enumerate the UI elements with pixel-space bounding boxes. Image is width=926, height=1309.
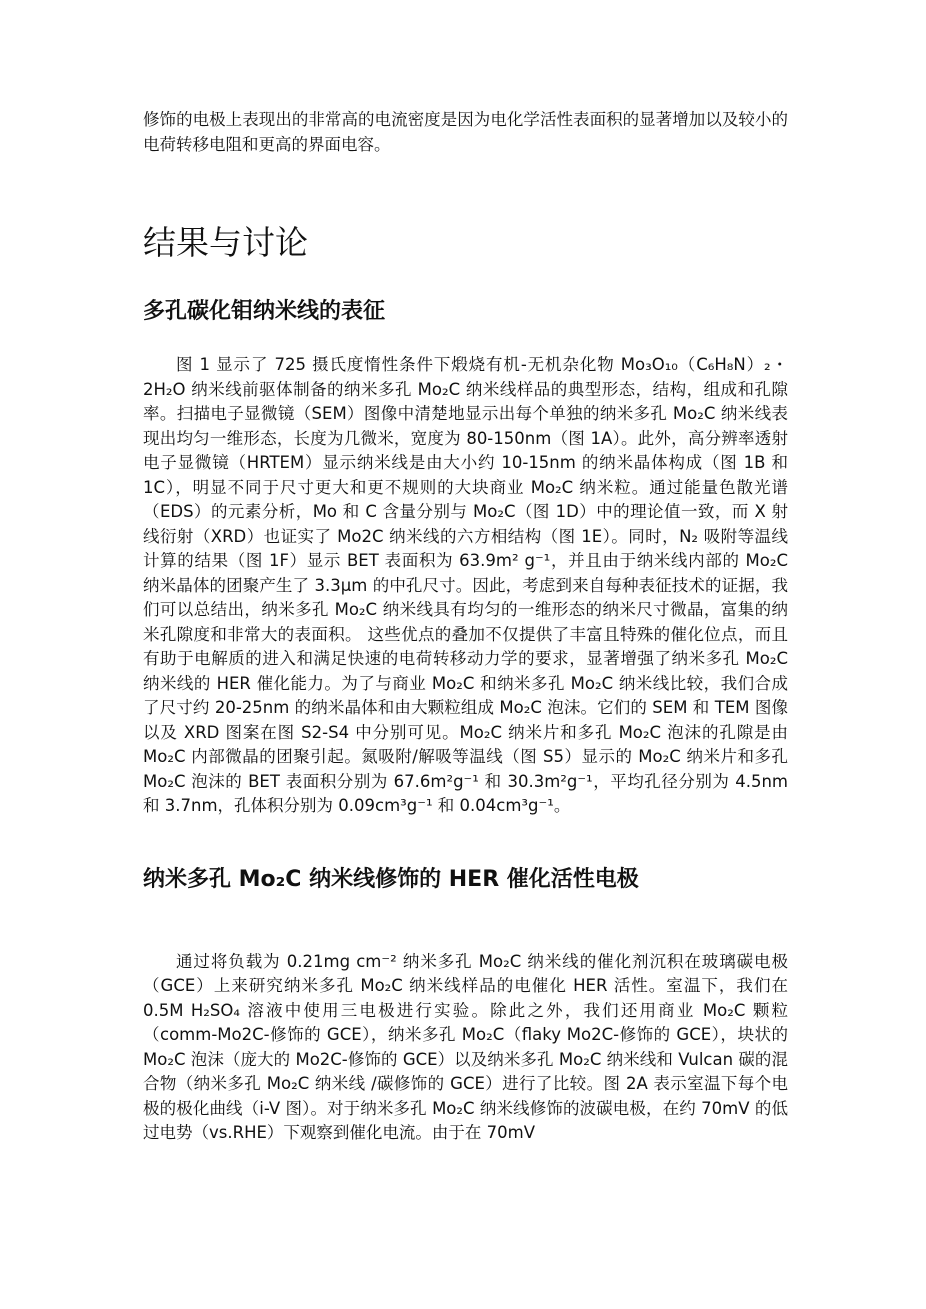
section-title: 结果与讨论 xyxy=(143,223,308,262)
her-activity-paragraph: 通过将负载为 0.21mg cm⁻² 纳米多孔 Mo₂C 纳米线的催化剂沉积在玻璃碳电极（GCE）上来研究纳米多孔 Mo₂C 纳米线样品的电催化 HER 活性。室温下，我们在 0.5M H₂SO₄ 溶液中使用三电极进行实验。除此之外，我们还用商业 Mo₂C 颗粒（comm-Mo2C-修饰的 GCE），纳米多孔 Mo₂C（flaky Mo2C-修饰的 GCE），块状的 Mo₂C 泡沫（庞大的 Mo2C-修饰的 GCE）以及纳米多孔 Mo₂C 纳米线和 Vulcan 碳的混合物（纳米多孔 Mo₂C 纳米线 /碳修饰的 GCE）进行了比较。图 2A 表示室温下每个电极的极化曲线（i-V 图）。对于纳米多孔 Mo₂C 纳米线修饰的波碳电极，在约 70mV 的低过电势（vs.RHE）下观察到催化电流。由于在 70mV xyxy=(143,951,788,1142)
subsection-title-characterization: 多孔碳化钼纳米线的表征 xyxy=(143,299,386,324)
intro-paragraph: 修饰的电极上表现出的非常高的电流密度是因为电化学活性表面积的显著增加以及较小的电荷转移电阻和更高的界面电容。 xyxy=(143,110,788,154)
characterization-paragraph: 图 1 显示了 725 摄氏度惰性条件下煅烧有机-无机杂化物 Mo₃O₁₀（C₆H₈N）₂・2H₂O 纳米线前驱体制备的纳米多孔 Mo₂C 纳米线样品的典型形态，结构，组成和孔隙率。扫描电子显微镜（SEM）图像中清楚地显示出每个单独的纳米多孔 Mo₂C 纳米线表现出均匀一维形态，长度为几微米，宽度为 80-150nm（图 1A）。此外，高分辨率透射电子显微镜（HRTEM）显示纳米线是由大小约 10-15nm 的纳米晶体构成（图 1B 和 1C），明显不同于尺寸更大和更不规则的大块商业 Mo₂C 纳米粒。通过能量色散光谱（EDS）的元素分析，Mo 和 C 含量分别与 Mo₂C（图 1D）中的理论值一致，而 X 射线衍射（XRD）也证实了 Mo2C 纳米线的六方相结构（图 1E）。同时，N₂ 吸附等温线计算的结果（图 1F）显示 BET 表面积为 63.9m² g⁻¹，并且由于纳米线内部的 Mo₂C 纳米晶体的团聚产生了 3.3μm 的中孔尺寸。因此，考虑到来自每种表征技术的证据，我们可以总结出，纳米多孔 Mo₂C 纳米线具有均匀的一维形态的纳米尺寸微晶，富集的纳米孔隙度和非常大的表面积。 这些优点的叠加不仅提供了丰富且特殊的催化位点，而且有助于电解质的进入和满足快速的电荷转移动力学的要求，显著增强了纳米多孔 Mo₂C 纳米线的 HER 催化能力。为了与商业 Mo₂C 和纳米多孔 Mo₂C 纳米线比较，我们合成了尺寸约 20-25nm 的纳米晶体和由大颗粒组成 Mo₂C 泡沫。它们的 SEM 和 TEM 图像以及 XRD 图案在图 S2-S4 中分别可见。Mo₂C 纳米片和多孔 Mo₂C 泡沫的孔隙是由 Mo₂C 内部微晶的团聚引起。氮吸附/解吸等温线（图 S5）显示的 Mo₂C 纳米片和多孔 Mo₂C 泡沫的 BET 表面积分别为 67.6m²g⁻¹ 和 30.3m²g⁻¹，平均孔径分别为 4.5nm 和 3.7nm，孔体积分别为 0.09cm³g⁻¹ 和 0.04cm³g⁻¹。 xyxy=(143,355,788,815)
subsection-title-her-electrode: 纳米多孔 Mo₂C 纳米线修饰的 HER 催化活性电极 xyxy=(143,866,639,892)
document-page xyxy=(143,108,788,1146)
